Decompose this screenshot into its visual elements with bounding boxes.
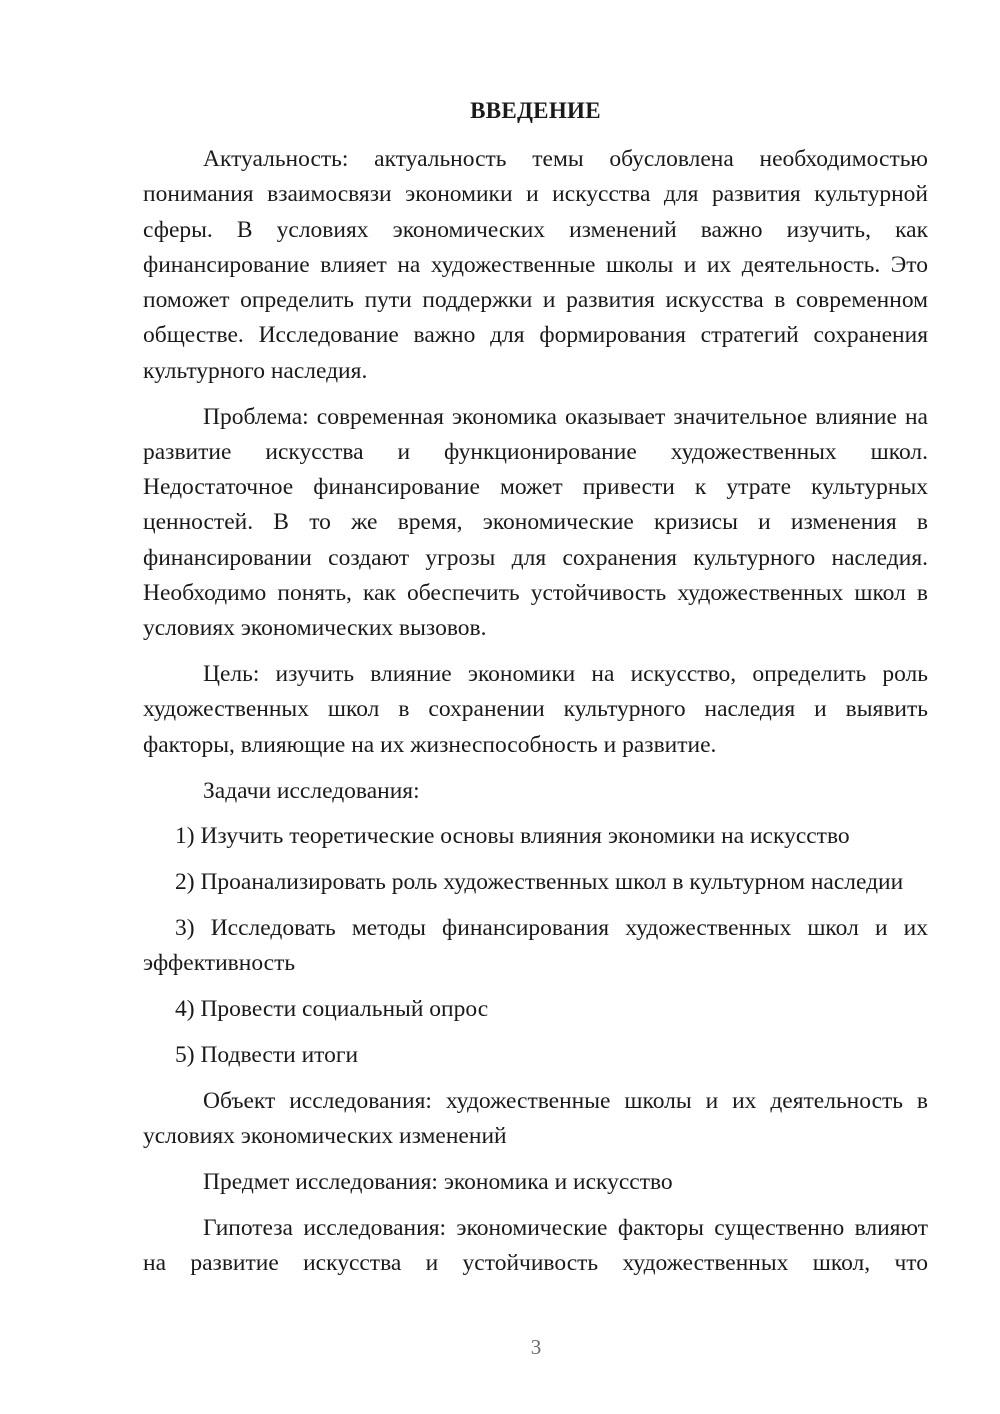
- section-heading: ВВЕДЕНИЕ: [470, 98, 601, 123]
- tasks-intro-paragraph: Задачи исследования:: [203, 777, 420, 804]
- tasks-list: [143, 819, 928, 1073]
- task-item-1: 1) Изучить теоретические основы влияния экономики на искусство: [175, 823, 850, 850]
- task-item-3: 3) Исследовать методы финансирования художественных школ и их эффективность: [143, 914, 928, 977]
- task-item-5: 5) Подвести итоги: [175, 1041, 359, 1068]
- object-paragraph: Объект исследования: художественные школы и их деятельность в условиях экономических изменений: [143, 1087, 928, 1149]
- hypothesis-paragraph: Гипотеза исследования: экономические факторы существенно влияют на развитие искусства и устойчивость художественных школ, что: [143, 1214, 928, 1276]
- subject-paragraph: Предмет исследования: экономика и искусство: [203, 1168, 673, 1195]
- task-item-2: 2) Проанализировать роль художественных школ в культурном наследии: [175, 869, 904, 896]
- document-body: [143, 142, 928, 1281]
- page-number: 3: [530, 1335, 542, 1359]
- relevance-paragraph: Актуальность: актуальность темы обусловлена необходимостью понимания взаимосвязи экономики и искусства для развития культурной сферы. В условиях экономических изменений важно изучить, как финансирование влияет на художественные школы и их деятельность. Это поможет определить пути поддержки и развития искусства в современном обществе. Исследование важно для формирования стратегий сохранения культурного наследия.: [143, 146, 928, 384]
- problem-paragraph: Проблема: современная экономика оказывает значительное влияние на развитие искусства и функционирование художественных школ. Недостаточное финансирование может привести к утрате культурных ценностей. В то же время, экономические кризисы и изменения в финансировании создают угрозы для сохранения культурного наследия. Необходимо понять, как обеспечить устойчивость художественных школ в условиях экономических вызовов.: [143, 403, 928, 642]
- goal-paragraph: Цель: изучить влияние экономики на искусство, определить роль художественных школ в сохранении культурного наследия и выявить факторы, влияющие на их жизнеспособность и развитие.: [143, 661, 928, 758]
- task-item-4: 4) Провести социальный опрос: [175, 996, 489, 1023]
